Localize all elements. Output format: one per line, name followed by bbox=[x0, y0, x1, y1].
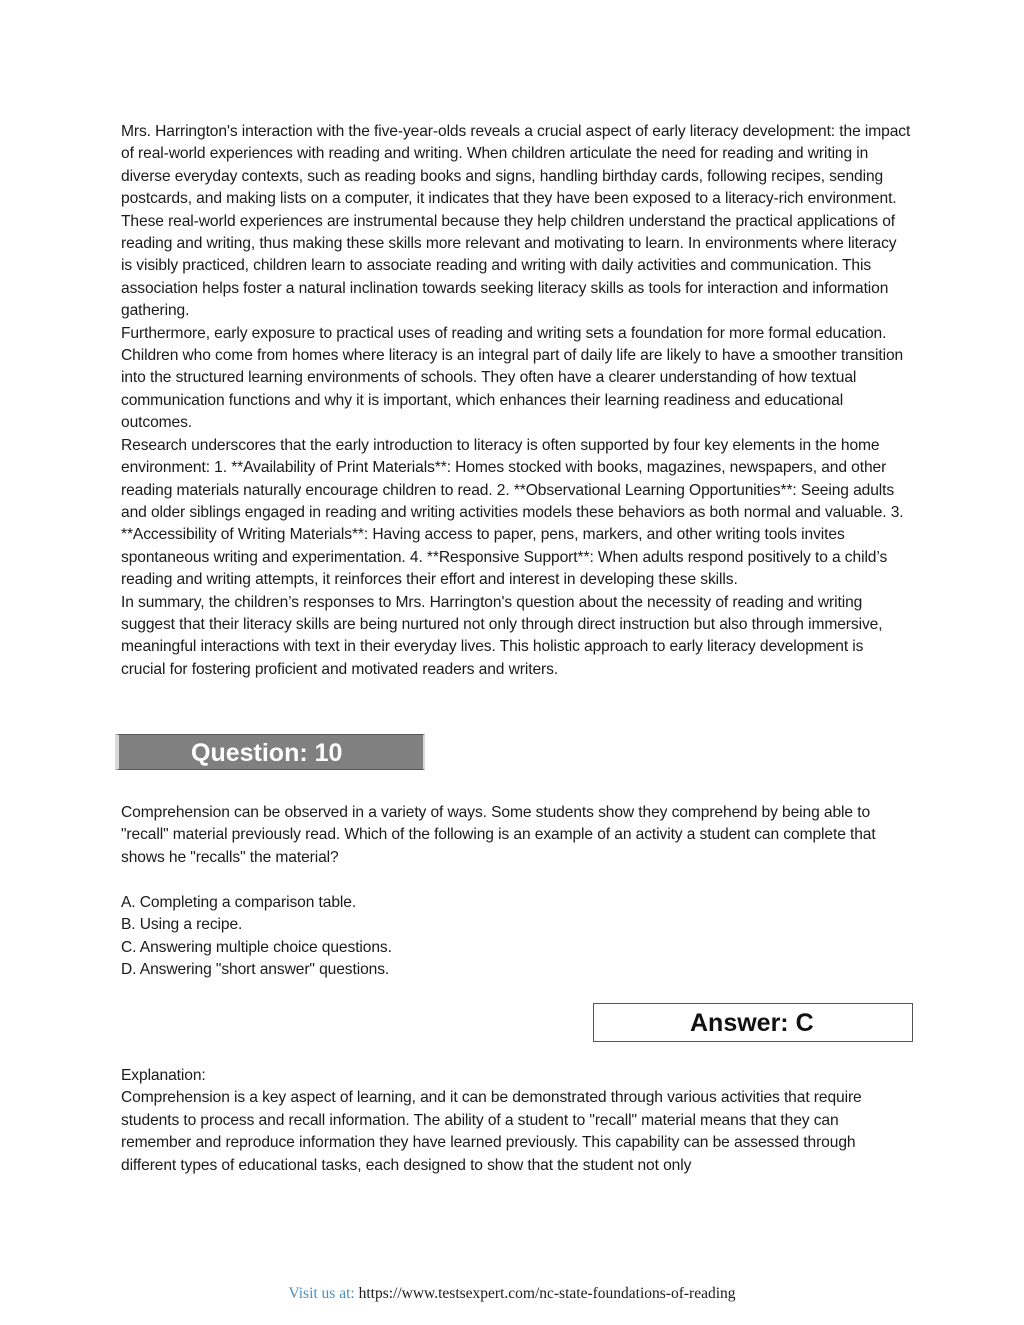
intro-paragraph: Mrs. Harrington's interaction with the five-year-olds reveals a crucial aspect of early literacy development: the impact of real-world experiences with reading and writing. When children articulate the need for reading and writing in diverse everyday contexts, such as reading books and signs, handling birthday cards, following recipes, sending postcards, and making lists on a computer, it indicates that they have been exposed to a literacy-rich environment. bbox=[121, 123, 911, 208]
intro-section bbox=[121, 121, 911, 681]
question-banner bbox=[115, 734, 425, 770]
question-heading: Question: 10 bbox=[191, 739, 343, 767]
answer-label: Answer: C bbox=[690, 1009, 814, 1037]
intro-paragraph: In summary, the children’s responses to Mrs. Harrington's question about the necessity of reading and writing suggest that their literacy skills are being nurtured not only through direct instruction but also through immersive, meaningful interactions with text in their everyday lives. This holistic approach to early literacy development is crucial for fostering proficient and motivated readers and writers. bbox=[121, 593, 883, 678]
option-c: C. Answering multiple choice questions. bbox=[121, 938, 392, 956]
option-a: A. Completing a comparison table. bbox=[121, 894, 357, 911]
intro-paragraph: Research underscores that the early introduction to literacy is often supported by four key elements in the home environment: 1. **Availability of Print Materials**: Homes stocked with books, magazines, newspapers, and other reading materials naturally encourage children to read. 2. **Observational Learning Opportunities**: Seeing adults and older siblings engaged in reading and writing activities models these behaviors as both normal and valuable. 3. **Accessibility of Writing Materials**: Having access to paper, pens, markers, and other writing tools invites spontaneous writing and experimentation. 4. **Responsive Support**: When adults respond positively to a child’s reading and writing attempts, it reinforces their effort and interest in developing these skills. bbox=[121, 436, 904, 589]
option-d: D. Answering "short answer" questions. bbox=[121, 961, 390, 979]
explanation-section bbox=[121, 1065, 911, 1177]
footer bbox=[0, 1285, 1024, 1303]
footer-url-link[interactable]: https://www.testsexpert.com/nc-state-foundations-of-reading bbox=[358, 1285, 736, 1302]
intro-paragraph: Furthermore, early exposure to practical uses of reading and writing sets a foundation for more formal education. Children who come from homes where literacy is an integral part of daily life are likely to have a smoother transition into the structured learning environments of schools. They often have a clearer understanding of how textual communication functions and why it is important, which enhances their learning readiness and educational outcomes. bbox=[121, 324, 904, 432]
answer-box bbox=[593, 1003, 913, 1042]
answer-options bbox=[121, 892, 911, 982]
question-text-section bbox=[121, 802, 911, 869]
option-b: B. Using a recipe. bbox=[121, 916, 243, 934]
explanation-text: Comprehension is a key aspect of learning, and it can be demonstrated through various activities that require students to process and recall information. The ability of a student to "recall" material means that they can remember and reproduce information they have learned previously. This capability can be assessed through different types of educational tasks, each designed to show that the student not only bbox=[121, 1089, 862, 1174]
intro-paragraph: These real-world experiences are instrumental because they help children understand the practical applications of reading and writing, thus making these skills more relevant and motivating to learn. In environments where literacy is visibly practiced, children learn to associate reading and writing with daily activities and communication. This association helps foster a natural inclination towards seeking literacy skills as tools for interaction and information gathering. bbox=[121, 212, 897, 320]
footer-visit-label: Visit us at: bbox=[288, 1285, 355, 1302]
explanation-heading: Explanation: bbox=[121, 1067, 206, 1084]
question-text: Comprehension can be observed in a variety of ways. Some students show they comprehend by being able to "recall" material previously read. Which of the following is an example of an activity a student can complete that shows he "recalls" the material? bbox=[121, 804, 876, 866]
